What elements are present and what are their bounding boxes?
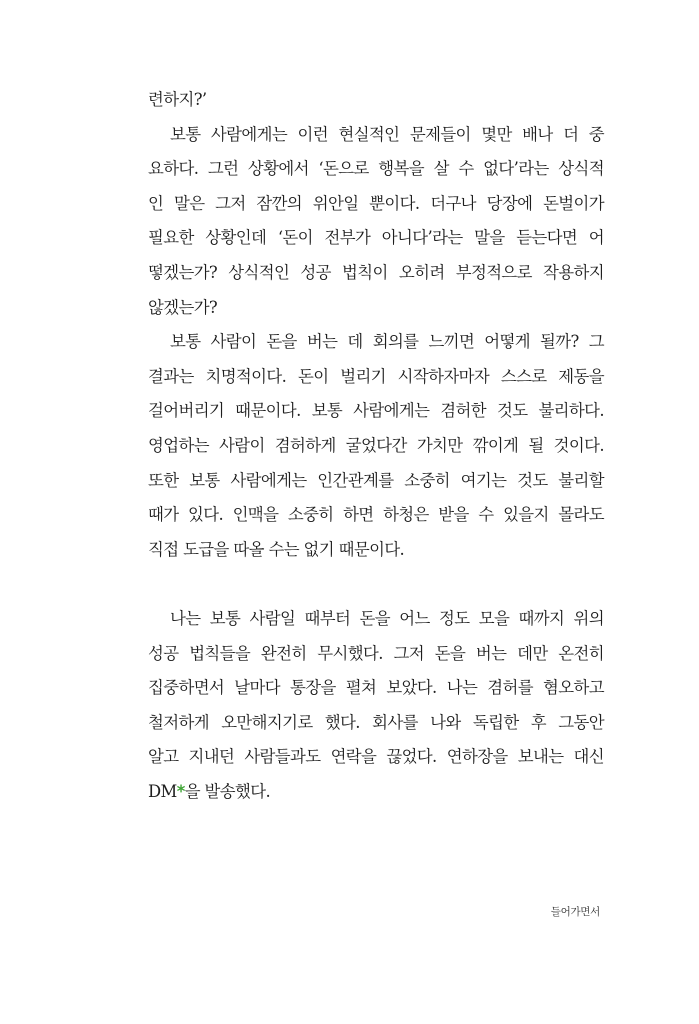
text-line: 집중하면서 날마다 통장을 펼쳐 보았다. 나는 겸허를 혐오하고 (148, 678, 604, 698)
paragraph-spacer (148, 567, 604, 602)
text-line: 걸어버리기 때문이다. 보통 사람에게는 겸허한 것도 불리하다. (148, 401, 604, 421)
text-line: 영업하는 사람이 겸허하게 굴었다간 가치만 깎이게 될 것이다. (148, 435, 604, 455)
text-line: 필요한 상황인데 ‘돈이 전부가 아니다’라는 말을 듣는다면 어 (148, 228, 604, 248)
paragraph-4 (148, 602, 604, 810)
text-line: 보통 사람에게는 이런 현실적인 문제들이 몇만 배나 더 중 (170, 124, 604, 144)
text-line: 보통 사람이 돈을 버는 데 회의를 느끼면 어떻게 될까? 그 (170, 332, 604, 352)
text-line: 떻겠는가? 상식적인 성공 법칙이 오히려 부정적으로 작용하지 (148, 262, 604, 282)
text-line: 알고 지내던 사람들과도 연락을 끊었다. 연하장을 보내는 대신 (148, 747, 604, 767)
running-footer: 들어가면서 (550, 906, 600, 918)
text-line: 련하지?’ (148, 90, 207, 109)
text-line: 또한 보통 사람에게는 인간관계를 소중히 여기는 것도 불리할 (148, 470, 604, 490)
text-line-final (148, 775, 604, 810)
text-line: 인 말은 그저 잠깐의 위안일 뿐이다. 더구나 당장에 돈벌이가 (148, 193, 604, 213)
text-line: 직접 도급을 따올 수는 없기 때문이다. (148, 539, 405, 559)
paragraph-2 (148, 118, 604, 326)
text-line: 요하다. 그런 상황에서 ‘돈으로 행복을 살 수 없다’라는 상식적 (148, 159, 604, 179)
text-line: 성공 법칙들을 완전히 무시했다. 그저 돈을 버는 데만 온전히 (148, 643, 604, 663)
text-line: 나는 보통 사람일 때부터 돈을 어느 정도 모을 때까지 위의 (170, 608, 604, 628)
text-line: 않겠는가? (148, 297, 218, 317)
footnote-marker: * (176, 781, 185, 801)
line-suffix: 을 발송했다. (184, 781, 271, 801)
paragraph-1 (148, 83, 604, 118)
text-line: 결과는 치명적이다. 돈이 벌리기 시작하자마자 스스로 제동을 (148, 366, 604, 386)
body-text (148, 83, 604, 809)
text-line: 철저하게 오만해지기로 했다. 회사를 나와 독립한 후 그동안 (148, 712, 604, 732)
text-line: 때가 있다. 인맥을 소중히 하면 하청은 받을 수 있을지 몰라도 (148, 505, 604, 525)
paragraph-3 (148, 325, 604, 567)
dm-word: DM (148, 781, 177, 801)
